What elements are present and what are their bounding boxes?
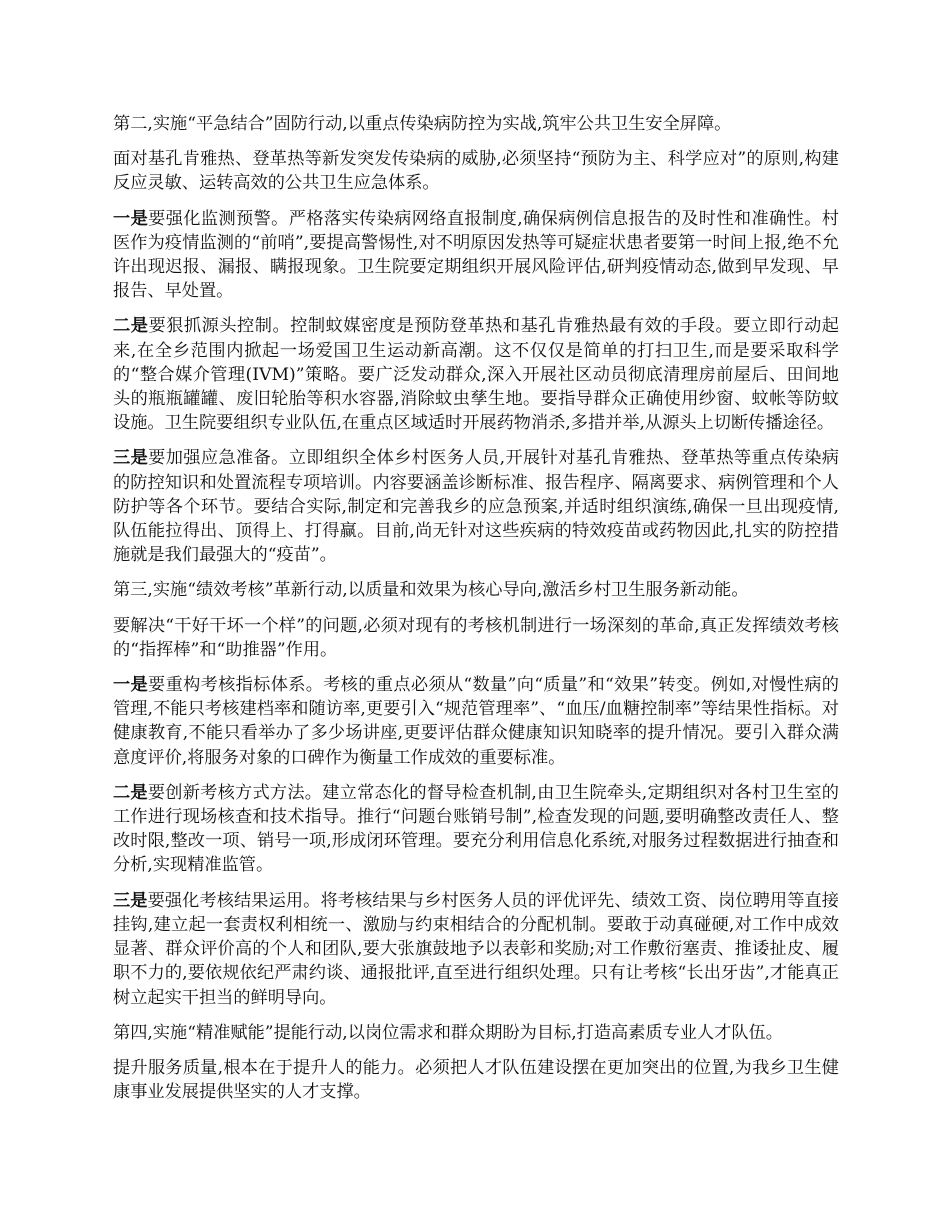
paragraph-text: 要狠抓源头控制。控制蚊媒密度是预防登革热和基孔肯雅热最有效的手段。要立即行动起来,在全乡范围内掀起一场爱国卫生运动新高潮。这不仅仅是简单的打扫卫生,而是要采取科学的“整合媒介管理(IVM)”策略。要广泛发动群众,深入开展社区动员彻底清理房前屋后、田间地头的瓶瓶罐罐、废旧轮胎等积水容器,消除蚊虫孳生地。要指导群众正确使用纱窗、蚊帐等防蚊设施。卫生院要组织专业队伍,在重点区域适时开展药物消杀,多措并举,从源头上切断传播途径。 bbox=[113, 316, 839, 434]
paragraph-text: 第三,实施“绩效考核”革新行动,以质量和效果为核心导向,激活乡村卫生服务新动能。 bbox=[113, 580, 749, 601]
paragraph-lead: 二是 bbox=[113, 782, 148, 803]
document-body bbox=[113, 112, 839, 1115]
paragraph-lead: 一是 bbox=[113, 208, 149, 229]
paragraph bbox=[113, 781, 839, 878]
paragraph-lead: 三是 bbox=[113, 448, 149, 469]
paragraph-lead: 三是 bbox=[113, 890, 148, 911]
paragraph-text: 第四,实施“精准赋能”提能行动,以岗位需求和群众期盼为目标,打造高素质专业人才队伍。 bbox=[113, 1022, 783, 1043]
paragraph-text: 要重构考核指标体系。考核的重点必须从“数量”向“质量”和“效果”转变。例如,对慢性病的管理,不能只考核建档率和随访率,更要引入“规范管理率”、“血压/血糖控制率”等结果性指标。对健康教育,不能只看举办了多少场讲座,更要评估群众健康知识知晓率的提升情况。要引入群众满意度评价,将服务对象的口碑作为衡量工作成效的重要标准。 bbox=[113, 675, 839, 768]
paragraph bbox=[113, 673, 839, 770]
paragraph bbox=[113, 1021, 839, 1045]
paragraph-text: 要加强应急准备。立即组织全体乡村医务人员,开展针对基孔肯雅热、登革热等重点传染病的防控知识和处置流程专项培训。内容要涵盖诊断标准、报告程序、隔离要求、病例管理和个人防护等各个环节。要结合实际,制定和完善我乡的应急预案,并适时组织演练,确保一旦出现疫情,队伍能拉得出、顶得上、打得赢。目前,尚无针对这些疾病的特效疫苗或药物因此,扎实的防控措施就是我们最强大的“疫苗”。 bbox=[113, 448, 839, 566]
paragraph-text: 要强化监测预警。严格落实传染病网络直报制度,确保病例信息报告的及时性和准确性。村医作为疫情监测的“前哨”,要提高警惕性,对不明原因发热等可疑症状患者要第一时间上报,绝不允许出现迟报、漏报、瞒报现象。卫生院要定期组织开展风险评估,研判疫情动态,做到早发现、早报告、早处置。 bbox=[113, 208, 839, 302]
paragraph bbox=[113, 147, 839, 195]
paragraph bbox=[113, 1056, 839, 1104]
paragraph-text: 面对基孔肯雅热、登革热等新发突发传染病的威胁,必须坚持“预防为主、科学应对”的原则,构建反应灵敏、运转高效的公共卫生应急体系。 bbox=[113, 149, 839, 194]
paragraph-text: 要解决“干好干坏一个样”的问题,必须对现有的考核机制进行一场深刻的革命,真正发挥绩效考核的“指挥棒”和“助推器”作用。 bbox=[113, 615, 839, 660]
paragraph bbox=[113, 614, 839, 662]
paragraph bbox=[113, 112, 839, 136]
paragraph bbox=[113, 207, 839, 304]
paragraph-lead: 一是 bbox=[113, 675, 149, 696]
paragraph-lead: 二是 bbox=[113, 316, 149, 337]
paragraph bbox=[113, 314, 839, 435]
paragraph-text: 提升服务质量,根本在于提升人的能力。必须把人才队伍建设摆在更加突出的位置,为我乡卫生健康事业发展提供坚实的人才支撑。 bbox=[113, 1057, 839, 1103]
paragraph-text: 要强化考核结果运用。将考核结果与乡村医务人员的评优评先、绩效工资、岗位聘用等直接挂钩,建立起一套责权利相统一、激励与约束相结合的分配机制。要敢于动真碰硬,对工作中成效显著、群众评价高的个人和团队,要大张旗鼓地予以表彰和奖励;对工作敷衍塞责、推诿扯皮、履职不力的,要依规依纪严肃约谈、通报批评,直至进行组织处理。只有让考核“长出牙齿”,才能真正树立起实干担当的鲜明导向。 bbox=[113, 890, 839, 1008]
paragraph bbox=[113, 889, 839, 1010]
paragraph-text: 第二,实施“平急结合”固防行动,以重点传染病防控为实战,筑牢公共卫生安全屏障。 bbox=[113, 114, 732, 134]
paragraph-text: 要创新考核方式方法。建立常态化的督导检查机制,由卫生院牵头,定期组织对各村卫生室的工作进行现场核查和技术指导。推行“问题台账销号制”,检查发现的问题,要明确整改责任人、整改时限,整改一项、销号一项,形成闭环管理。要充分利用信息化系统,对服务过程数据进行抽查和分析,实现精准监管。 bbox=[113, 782, 839, 876]
paragraph bbox=[113, 578, 839, 602]
paragraph bbox=[113, 446, 839, 567]
